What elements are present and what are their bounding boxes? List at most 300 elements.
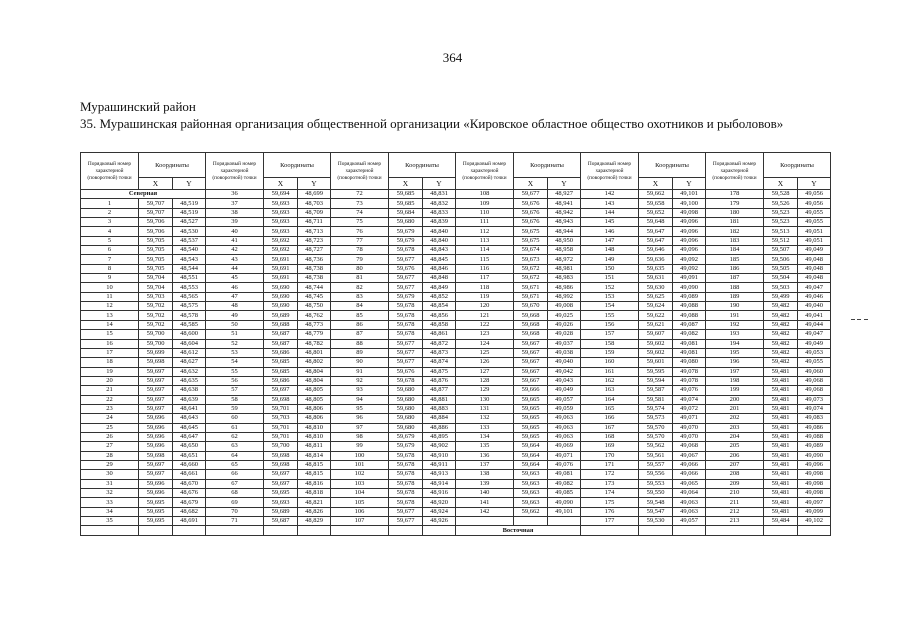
coord-x: 59,696 [139,442,173,451]
coord-y: 48,736 [298,255,331,264]
point-number: 48 [206,302,264,311]
coord-y: 49,076 [673,386,706,395]
coord-y: 49,063 [548,432,581,441]
coord-x: 59,697 [139,395,173,404]
point-number: 125 [456,348,514,357]
coord-x: 59,701 [264,423,298,432]
coord-x: 59,646 [639,246,673,255]
point-number: 172 [581,470,639,479]
point-number: 161 [581,367,639,376]
coord-x: 59,481 [764,386,798,395]
coord-x: 59,705 [139,236,173,245]
coord-x: 59,664 [514,460,548,469]
point-number: 187 [706,274,764,283]
coord-x: 59,699 [139,348,173,357]
y-header: Y [298,178,331,190]
coord-y: 48,816 [298,479,331,488]
point-number: 97 [331,423,389,432]
coord-y: 48,679 [173,498,206,507]
point-number: 68 [206,489,264,498]
point-number: 110 [456,208,514,217]
coord-y: 49,082 [673,330,706,339]
coord-x: 59,482 [764,339,798,348]
point-number: 142 [581,190,639,199]
coord-y: 48,650 [173,442,206,451]
coord-y: 48,833 [423,208,456,217]
coord-x: 59,700 [139,339,173,348]
point-number: 195 [706,348,764,357]
coord-y: 49,089 [798,442,831,451]
coord-y: 49,082 [548,479,581,488]
coord-x: 59,677 [514,190,548,199]
coord-y: 48,854 [423,302,456,311]
coord-y [298,526,331,535]
coord-x: 59,679 [389,292,423,301]
coord-x: 59,581 [639,395,673,404]
coord-x: 59,503 [764,283,798,292]
point-number: 162 [581,376,639,385]
coord-x: 59,595 [639,367,673,376]
coord-x: 59,587 [639,386,673,395]
point-number: 179 [706,199,764,208]
x-header: X [764,178,798,190]
coord-x: 59,667 [514,367,548,376]
coord-y: 48,972 [548,255,581,264]
coord-y: 48,806 [298,404,331,413]
point-number-header: Порядковый номер характерной (поворотной) точки [331,153,389,190]
coord-x: 59,602 [639,348,673,357]
point-number: 154 [581,302,639,311]
coord-y: 48,840 [423,236,456,245]
coord-y: 48,744 [298,283,331,292]
coord-x: 59,481 [764,395,798,404]
table-row [81,236,831,245]
point-number: 166 [581,414,639,423]
coord-y: 48,691 [173,517,206,526]
point-number: 198 [706,376,764,385]
coord-x: 59,698 [264,451,298,460]
point-number: 66 [206,470,264,479]
point-number: 42 [206,246,264,255]
coord-x: 59,678 [389,460,423,469]
coord-y: 48,699 [298,190,331,199]
point-number: 85 [331,311,389,320]
coord-y: 49,092 [673,255,706,264]
point-number: 29 [81,460,139,469]
point-number: 122 [456,320,514,329]
coord-y: 49,037 [548,339,581,348]
coord-x: 59,665 [514,432,548,441]
coord-x: 59,676 [514,199,548,208]
coord-x: 59,694 [264,190,298,199]
point-number: 25 [81,423,139,432]
point-number: 91 [331,367,389,376]
table-row [81,423,831,432]
coord-y: 48,711 [298,218,331,227]
coord-y: 49,008 [548,302,581,311]
coord-y: 49,051 [798,236,831,245]
coord-y: 48,745 [298,292,331,301]
coord-y: 49,078 [673,367,706,376]
point-number: 5 [81,236,139,245]
table-row [81,246,831,255]
coord-y: 48,814 [298,451,331,460]
coord-x: 59,678 [389,498,423,507]
coord-x: 59,695 [139,507,173,516]
coord-x: 59,481 [764,432,798,441]
coord-y: 48,641 [173,404,206,413]
point-number: 63 [206,442,264,451]
coord-x: 59,557 [639,460,673,469]
coord-x: 59,676 [389,264,423,273]
coord-y: 48,750 [298,302,331,311]
table-row [81,339,831,348]
coord-x: 59,690 [264,283,298,292]
coord-y: 48,873 [423,348,456,357]
point-number: 67 [206,479,264,488]
coord-x: 59,607 [639,330,673,339]
point-number: 18 [81,358,139,367]
coord-y: 48,950 [548,236,581,245]
coord-x: 59,687 [264,517,298,526]
coord-y: 49,048 [798,264,831,273]
coord-y: 48,941 [548,199,581,208]
point-number: 197 [706,367,764,376]
y-header: Y [798,178,831,190]
point-number: 185 [706,255,764,264]
coord-x: 59,481 [764,442,798,451]
coord-y: 49,096 [673,246,706,255]
margin-mark [851,319,855,320]
x-header: X [639,178,673,190]
coord-x: 59,678 [389,470,423,479]
coord-y [673,526,706,535]
coord-x: 59,703 [264,414,298,423]
point-number: 171 [581,460,639,469]
point-number: 26 [81,432,139,441]
coord-x: 59,561 [639,451,673,460]
coord-x: 59,678 [389,376,423,385]
coord-x: 59,696 [139,489,173,498]
table-row [81,320,831,329]
coord-y: 49,081 [673,348,706,357]
coord-y: 48,942 [548,208,581,217]
point-number: 193 [706,330,764,339]
coord-x: 59,562 [639,442,673,451]
coord-y: 48,543 [173,255,206,264]
coord-x: 59,707 [139,208,173,217]
coord-y: 48,551 [173,274,206,283]
coord-y: 48,612 [173,348,206,357]
coord-y: 49,048 [798,255,831,264]
point-number: 178 [706,190,764,199]
point-number: 103 [331,479,389,488]
coord-x: 59,702 [139,311,173,320]
coord-y: 48,849 [423,283,456,292]
coord-y: 49,090 [548,498,581,507]
coord-x: 59,696 [139,414,173,423]
coord-y: 48,831 [423,190,456,199]
coord-y: 49,057 [673,517,706,526]
coord-y: 49,098 [798,479,831,488]
coord-y: 48,852 [423,292,456,301]
coord-x: 59,693 [264,199,298,208]
coord-x: 59,570 [639,423,673,432]
coord-y: 48,670 [173,479,206,488]
point-number: 115 [456,255,514,264]
coord-y: 48,858 [423,320,456,329]
coord-x: 59,505 [764,264,798,273]
coord-y: 49,026 [548,320,581,329]
coord-y: 48,519 [173,199,206,208]
margin-mark [857,319,861,320]
point-number: 147 [581,236,639,245]
coord-x: 59,706 [139,227,173,236]
coord-x: 59,507 [764,246,798,255]
table-row [81,395,831,404]
point-number: 107 [331,517,389,526]
coord-y: 48,802 [298,358,331,367]
coord-x: 59,665 [514,423,548,432]
coord-y: 49,102 [798,517,831,526]
coord-y: 48,843 [423,246,456,255]
coord-y: 48,881 [423,395,456,404]
point-number: 73 [331,199,389,208]
point-number: 136 [456,451,514,460]
point-number: 49 [206,311,264,320]
point-number: 92 [331,376,389,385]
coord-x: 59,695 [139,498,173,507]
coord-x: 59,671 [514,283,548,292]
point-number: 33 [81,498,139,507]
coord-x: 59,482 [764,311,798,320]
coord-x: 59,695 [264,489,298,498]
coord-x: 59,481 [764,423,798,432]
coord-x: 59,658 [639,199,673,208]
coord-x: 59,573 [639,414,673,423]
coord-x: 59,481 [764,451,798,460]
coord-y: 48,821 [298,498,331,507]
coordinates-header: Координаты [264,153,331,178]
point-number: 28 [81,451,139,460]
coord-x: 59,697 [139,404,173,413]
coord-y: 48,826 [298,507,331,516]
point-number: 78 [331,246,389,255]
coord-y: 49,098 [673,208,706,217]
point-number: 32 [81,489,139,498]
coord-x: 59,680 [389,395,423,404]
coord-x: 59,685 [264,367,298,376]
point-number: 82 [331,283,389,292]
point-number: 190 [706,302,764,311]
coord-x: 59,697 [264,386,298,395]
point-number-header: Порядковый номер характерной (поворотной) точки [456,153,514,190]
coord-x: 59,506 [764,255,798,264]
point-number: 80 [331,264,389,273]
coord-x: 59,594 [639,376,673,385]
coord-x: 59,668 [514,330,548,339]
point-number: 119 [456,292,514,301]
coord-x: 59,635 [639,264,673,273]
coord-x: 59,686 [264,376,298,385]
coord-x: 59,678 [389,330,423,339]
coord-x: 59,697 [139,376,173,385]
table-row [81,479,831,488]
point-number: 126 [456,358,514,367]
coord-x: 59,693 [264,227,298,236]
point-number: 106 [331,507,389,516]
coord-y: 49,043 [548,376,581,385]
coord-x: 59,668 [514,320,548,329]
point-number: 7 [81,255,139,264]
coord-x: 59,481 [764,507,798,516]
coord-y: 49,063 [548,423,581,432]
point-number: 111 [456,218,514,227]
coord-y: 48,829 [298,517,331,526]
point-number: 38 [206,208,264,217]
coordinates-table [80,152,831,536]
table-row [81,208,831,217]
coord-x: 59,701 [264,432,298,441]
point-number: 60 [206,414,264,423]
coord-y [548,517,581,526]
coord-x: 59,684 [389,208,423,217]
point-number: 58 [206,395,264,404]
point-number: 10 [81,283,139,292]
point-number: 212 [706,507,764,516]
coord-y: 49,071 [673,414,706,423]
coord-y: 49,092 [673,264,706,273]
coord-x: 59,697 [264,479,298,488]
coord-y: 48,839 [423,218,456,227]
coord-y: 48,676 [173,489,206,498]
coord-y: 48,806 [298,414,331,423]
coord-y: 48,874 [423,358,456,367]
coord-x: 59,678 [389,479,423,488]
point-number: 118 [456,283,514,292]
coord-y: 49,074 [798,404,831,413]
point-number: 87 [331,330,389,339]
coord-y: 48,709 [298,208,331,217]
coord-x: 59,679 [389,442,423,451]
point-number: 186 [706,264,764,273]
point-number-header: Порядковый номер характерной (поворотной) точки [581,153,639,190]
coord-x: 59,523 [764,208,798,217]
coord-x: 59,665 [514,404,548,413]
coord-y: 48,944 [548,227,581,236]
coord-x: 59,664 [514,442,548,451]
coord-y: 48,762 [298,311,331,320]
coord-x: 59,696 [139,479,173,488]
coord-x: 59,630 [639,283,673,292]
coord-y: 49,047 [798,330,831,339]
point-number: 71 [206,517,264,526]
point-number: 30 [81,470,139,479]
point-number: 149 [581,255,639,264]
coord-x: 59,703 [139,292,173,301]
coord-x: 59,481 [764,470,798,479]
point-number: 90 [331,358,389,367]
coord-x: 59,704 [139,283,173,292]
coord-x: 59,482 [764,302,798,311]
coord-y: 49,101 [548,507,581,516]
point-number [581,526,639,535]
point-number: 174 [581,489,639,498]
coord-x: 59,696 [139,432,173,441]
point-number: 164 [581,395,639,404]
coord-y: 49,068 [798,376,831,385]
coord-x: 59,668 [514,311,548,320]
point-number: 168 [581,432,639,441]
point-number: 46 [206,283,264,292]
point-number: 21 [81,386,139,395]
coord-x: 59,693 [264,218,298,227]
point-number: 128 [456,376,514,385]
coord-x: 59,690 [264,292,298,301]
coordinates-header: Координаты [639,153,706,178]
coord-x: 59,482 [764,348,798,357]
point-number: 34 [81,507,139,516]
coord-y: 49,065 [673,479,706,488]
coord-x: 59,674 [514,246,548,255]
point-number: 163 [581,386,639,395]
point-number: 53 [206,348,264,357]
coord-y: 48,943 [548,218,581,227]
coord-x: 59,662 [639,190,673,199]
point-number: 113 [456,236,514,245]
coord-y: 48,877 [423,386,456,395]
coord-x: 59,680 [389,414,423,423]
y-header: Y [173,178,206,190]
coord-x: 59,695 [139,517,173,526]
coord-x: 59,698 [139,358,173,367]
coord-y: 49,056 [798,199,831,208]
coord-x: 59,556 [639,470,673,479]
page-number: 364 [442,50,463,65]
coord-x: 59,676 [514,218,548,227]
coord-y: 48,992 [548,292,581,301]
coord-x: 59,663 [514,470,548,479]
table-row [81,302,831,311]
point-number: 213 [706,517,764,526]
coord-y: 49,074 [673,395,706,404]
coord-y: 49,087 [673,320,706,329]
coord-x: 59,647 [639,236,673,245]
coordinates-header: Координаты [389,153,456,178]
coord-x: 59,680 [389,404,423,413]
coord-x: 59,481 [764,414,798,423]
point-number: 2 [81,208,139,217]
coord-x: 59,678 [389,311,423,320]
coord-x: 59,704 [139,274,173,283]
coord-x: 59,676 [389,367,423,376]
coord-x [139,526,173,535]
point-number: 153 [581,292,639,301]
coord-x: 59,530 [639,517,673,526]
point-number: 157 [581,330,639,339]
point-number: 205 [706,442,764,451]
point-number: 130 [456,395,514,404]
coord-x: 59,671 [514,292,548,301]
point-number: 43 [206,255,264,264]
point-number: 105 [331,498,389,507]
table-row [81,442,831,451]
coord-y: 49,088 [673,302,706,311]
coord-x: 59,685 [389,190,423,199]
coord-y: 49,063 [673,498,706,507]
coord-y: 49,056 [798,190,831,199]
point-number: 144 [581,208,639,217]
